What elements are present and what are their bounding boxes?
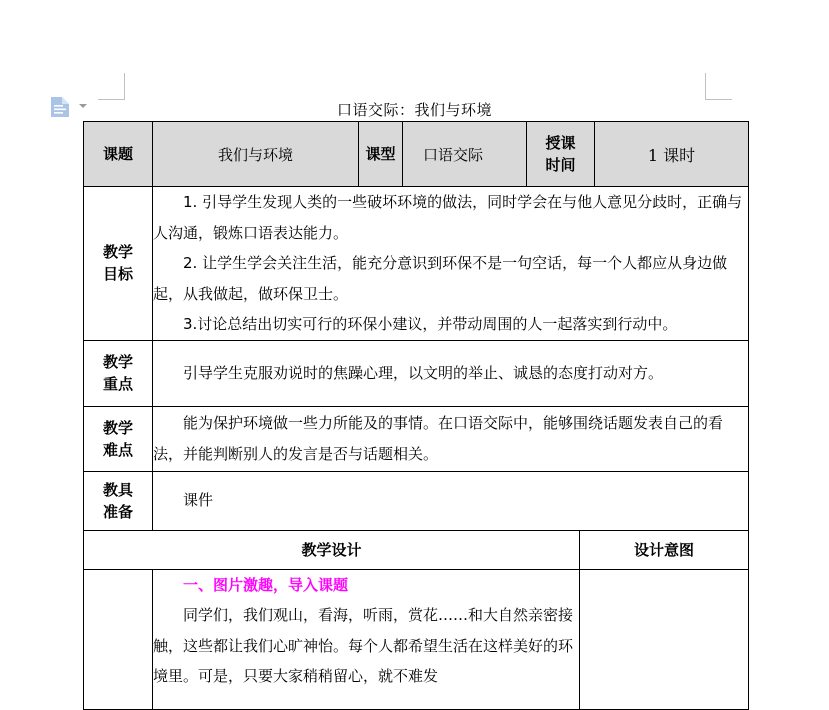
materials-label-line1: 教具	[102, 480, 133, 499]
topic-label: 课题	[84, 122, 153, 187]
topic-value: 我们与环境	[153, 122, 359, 187]
materials-row	[84, 471, 749, 530]
time-label-line1: 授课	[545, 134, 576, 152]
page-corner-mark-top-left	[98, 73, 125, 100]
key-points-text: 引导学生克服劝说时的焦躁心理，以文明的举止、诚恳的态度打动对方。	[183, 363, 664, 382]
intent-content	[580, 569, 749, 709]
key-points-row	[84, 340, 749, 406]
objectives-row	[84, 187, 749, 341]
materials-content	[153, 471, 749, 530]
materials-label	[84, 471, 153, 530]
objectives-content	[153, 187, 749, 341]
objectives-label	[84, 187, 153, 341]
difficulties-label-line2: 难点	[102, 440, 133, 459]
header-row	[84, 122, 749, 187]
key-points-label-line1: 教学	[102, 353, 133, 371]
difficulties-row	[84, 406, 749, 471]
difficulties-text: 能为保护环境做一些力所能及的事情。在口语交际中，能够围绕话题发表自己的看法，并能判断别人的发言是否与话题相关。	[153, 414, 724, 463]
key-points-content	[153, 340, 749, 406]
time-value: 1 课时	[595, 122, 749, 187]
type-label: 课型	[359, 122, 403, 187]
page-title: 口语交际：我们与环境	[336, 101, 492, 119]
key-points-label-line2: 重点	[102, 375, 133, 393]
objectives-label-line1: 教学	[102, 243, 133, 262]
lesson-plan-table	[83, 121, 749, 710]
time-label-line2: 时间	[545, 156, 576, 174]
step1-text: 同学们，我们观山，看海，听雨，赏花……和大自然亲密接触，这些都让我们心旷神怡。每个人都希望生活在这样美好的环境里。可是，只要大家稍稍留心，就不难发	[153, 606, 574, 685]
step1-heading: 一、图片激趣，导入课题	[183, 575, 349, 594]
page-corner-mark-top-right	[705, 73, 732, 100]
design-header-row	[84, 530, 749, 569]
design-step-label-cell	[84, 569, 153, 709]
design-header: 教学设计	[84, 530, 580, 569]
difficulties-label-line1: 教学	[102, 418, 133, 437]
materials-label-line2: 准备	[102, 502, 133, 521]
type-value: 口语交际	[403, 122, 527, 187]
difficulties-content	[153, 406, 749, 471]
objective-item: 2. 让学生学会关注生活，能充分意识到环保不是一句空话，每一个人都应从身边做起，从我做起，做环保卫士。	[153, 254, 728, 303]
materials-text: 课件	[183, 491, 214, 510]
key-points-label	[84, 340, 153, 406]
objectives-label-line2: 目标	[102, 265, 133, 284]
design-content	[153, 569, 580, 709]
time-label	[527, 122, 595, 187]
intent-header: 设计意图	[580, 530, 749, 569]
difficulties-label	[84, 406, 153, 471]
objective-item: 1. 引导学生发现人类的一些破坏环境的做法，同时学会在与他人意见分歧时，正确与人沟通，锻炼口语表达能力。	[153, 193, 743, 242]
objective-item: 3.讨论总结出切实可行的环保小建议，并带动周围的人一起落实到行动中。	[183, 315, 678, 333]
design-content-row	[84, 569, 749, 709]
